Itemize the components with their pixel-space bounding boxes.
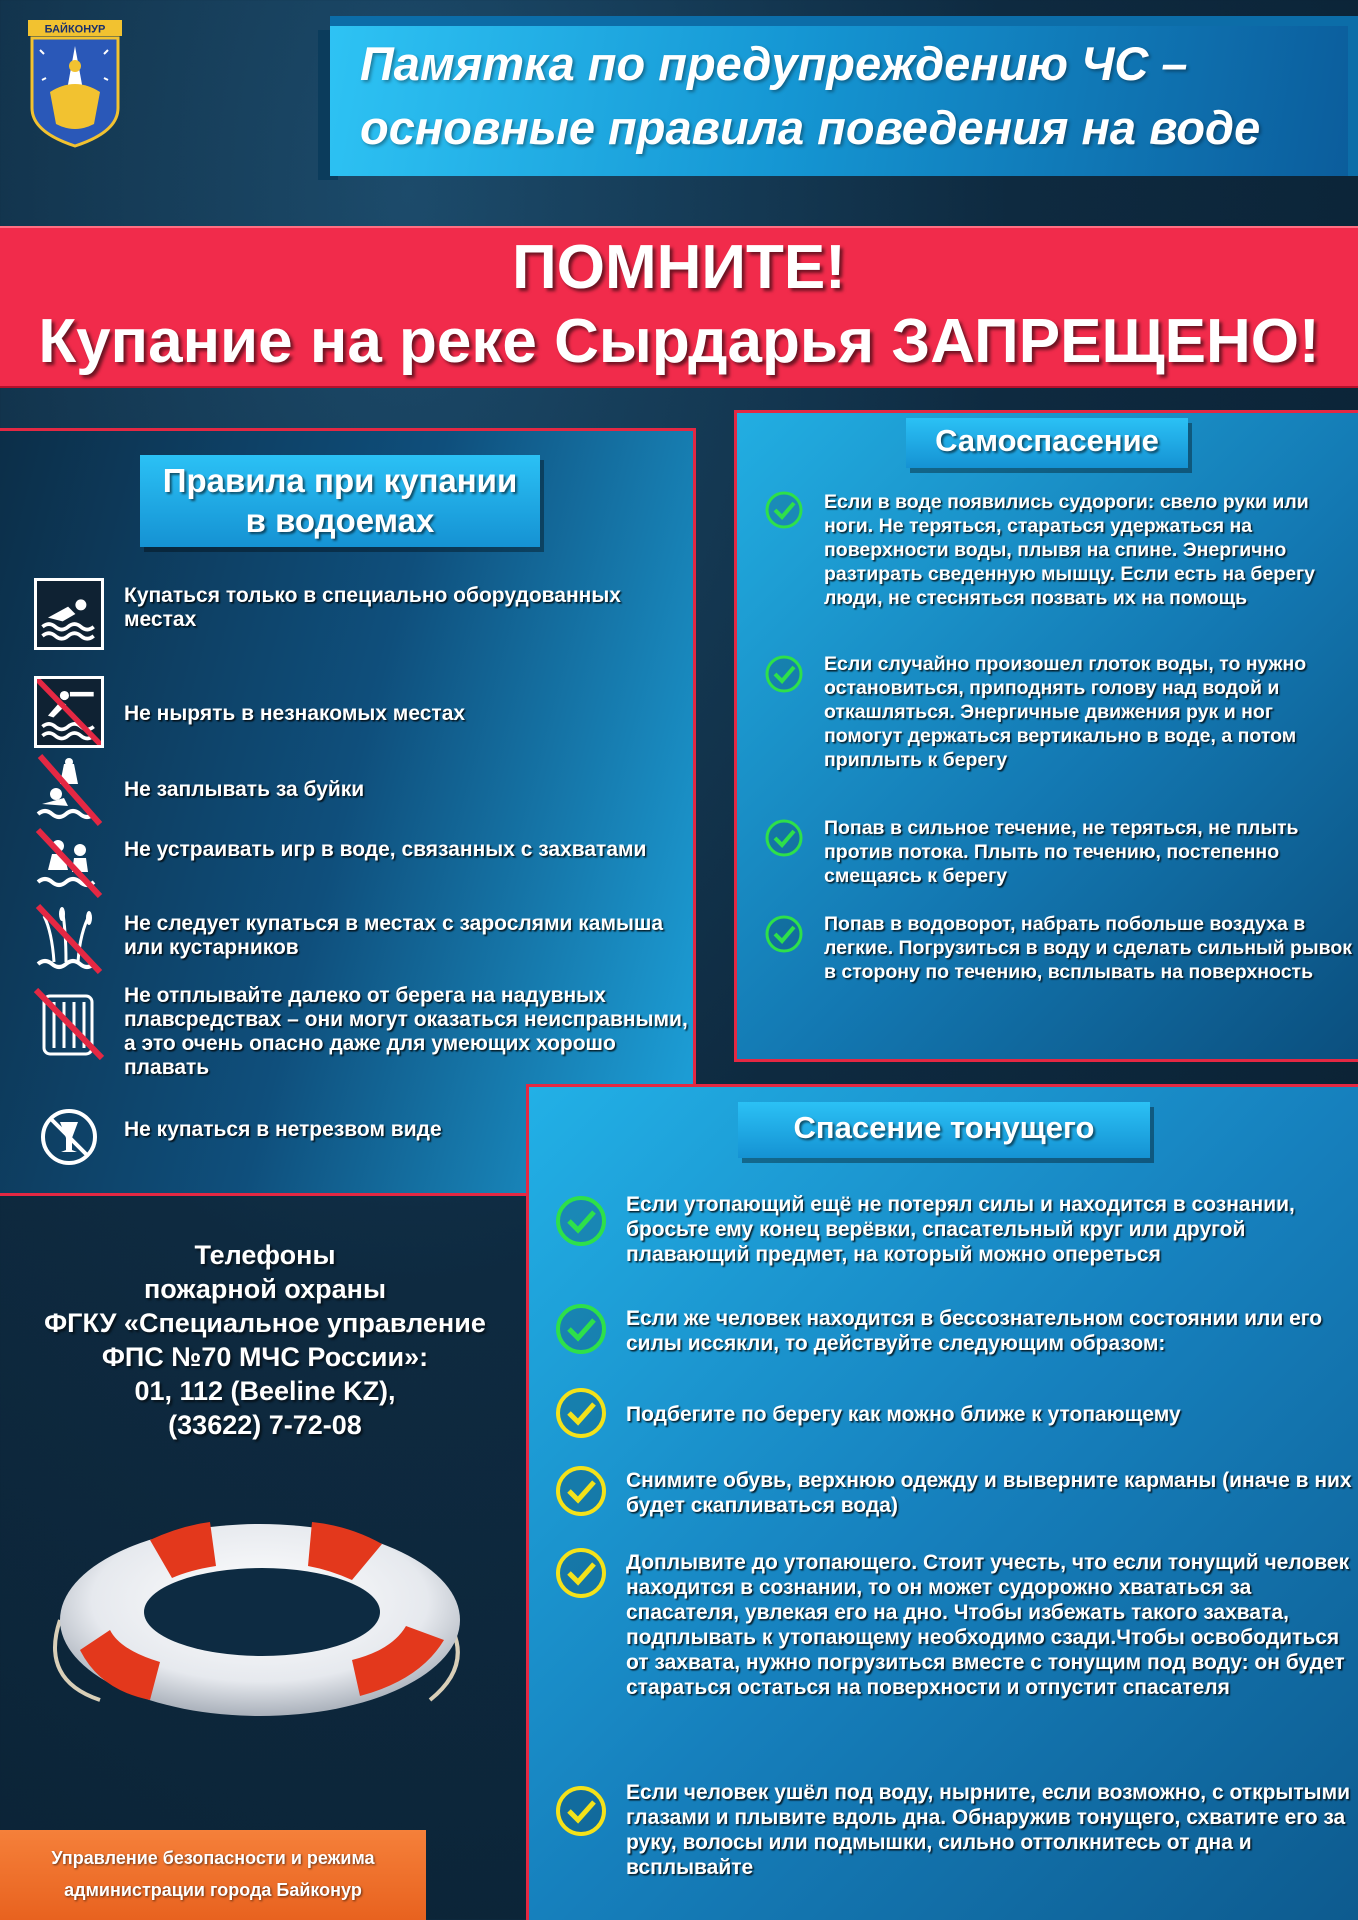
warning-message: Купание на реке Сырдарья ЗАПРЕЩЕНО!: [38, 307, 1320, 376]
phones-line-5: 01, 112 (Beeline KZ),: [134, 1376, 396, 1406]
rule-text: Не купаться в нетрезвом виде: [124, 1118, 442, 1141]
no-diving-icon: [34, 676, 104, 748]
phones-line-4: ФПС №70 МЧС России»:: [101, 1342, 429, 1372]
warning-headline: ПОМНИТЕ!: [512, 233, 846, 302]
rescue-title: Спасение тонущего: [738, 1102, 1150, 1158]
no-inflatable-icon: [34, 988, 104, 1060]
phones-line-6: (33622) 7-72-08: [168, 1410, 362, 1440]
baikonur-emblem: [28, 20, 122, 148]
check-icon: [764, 818, 804, 858]
rule-text: Не следует купаться в местах с зарослями камыша или кустарников: [124, 912, 664, 959]
rules-title-line-1: Правила при купании: [162, 462, 518, 499]
self-rescue-title: Самоспасение: [906, 418, 1188, 468]
rescue-text: Если утопающий ещё не потерял силы и находится в сознании, бросьте ему конец верёвки, спасательный круг или другой плавающий предмет, на который можно опереться: [626, 1193, 1295, 1266]
no-reeds-icon: [34, 902, 104, 974]
self-rescue-text: Если в воде появились судороги: свело руки или ноги. Не теряться, стараться удержаться на поверхности воды, плывя на спине. Энергично разтирать сведенную мышцу. Если есть на берегу люди, не стесняться позвать их на помощь: [824, 491, 1316, 609]
no-alcohol-icon: [38, 1106, 100, 1168]
self-rescue-text: Попав в сильное течение, не теряться, не плыть против потока. Плыть по течению, постепенно смещаясь к берегу: [824, 817, 1299, 887]
page-title: [360, 32, 1340, 160]
swimmer-icon: [34, 578, 104, 650]
self-rescue-text: Если случайно произошел глоток воды, то нужно остановиться, приподнять голову над водой и откашляться. Энергичные движения рук и ног помогут держаться вертикально в воде, а потом приплыть к берегу: [824, 653, 1307, 771]
rule-text: Не отплывайте далеко от берега на надувных плавсредствах – они могут оказаться неисправными, а это очень опасно даже для умеющих хорошо плавать: [124, 984, 688, 1079]
rescue-text: Подбегите по берегу как можно ближе к утопающему: [626, 1403, 1181, 1426]
title-line-1: Памятка по предупреждению ЧС –: [360, 37, 1188, 90]
no-rough-play-icon: [34, 826, 104, 898]
rescue-text: Доплывите до утопающего. Стоит учесть, что если тонущий человек находится в сознании, то он может судорожно хвататься за спасателя, увлекая его на дно. Чтобы избежать такого захвата, подплывать к утопающему необходимо сзади.Чтобы освободиться от захвата, нужно погрузиться вместе с тонущим под воду: он будет стараться остаться на поверхности и отпустит спасателя: [626, 1551, 1350, 1699]
emblem-caption: БАЙКОНУР: [44, 23, 106, 36]
phones-line-1: Телефоны: [194, 1240, 336, 1270]
self-rescue-text: Попав в водоворот, набрать побольше воздуха в легкие. Погрузиться в воду и сделать сильный рывок в сторону по течению, всплывать на поверхность: [824, 913, 1353, 983]
rule-text: Купаться только в специально оборудованных местах: [124, 584, 621, 631]
footer-line-1: Управление безопасности и режима: [51, 1848, 375, 1868]
check-icon: [764, 654, 804, 694]
rule-text: Не заплывать за буйки: [124, 778, 365, 801]
no-buoy-swimming-icon: [34, 754, 104, 826]
check-icon: [554, 1784, 608, 1838]
phones-line-2: пожарной охраны: [143, 1274, 387, 1304]
check-icon: [764, 914, 804, 954]
check-icon: [554, 1546, 608, 1600]
check-icon: [554, 1302, 608, 1356]
fire-service-phones: [10, 1238, 520, 1442]
footer-line-2: администрации города Байконур: [64, 1880, 362, 1900]
lifebuoy-icon: [40, 1500, 480, 1730]
rescue-text: Снимите обувь, верхнюю одежду и выверните карманы (иначе в них будет скапливаться вода): [626, 1469, 1352, 1517]
check-icon: [764, 490, 804, 530]
check-icon: [554, 1194, 608, 1248]
phones-line-3: ФГКУ «Специальное управление: [44, 1308, 486, 1338]
check-icon: [554, 1386, 608, 1440]
rules-title-line-2: в водоемах: [245, 502, 435, 539]
rule-text: Не нырять в незнакомых местах: [124, 702, 466, 725]
rules-title: [140, 455, 540, 547]
check-icon: [554, 1464, 608, 1518]
title-line-2: основные правила поведения на воде: [360, 101, 1261, 154]
rule-text: Не устраивать игр в воде, связанных с захватами: [124, 838, 647, 861]
rescue-text: Если же человек находится в бессознательном состоянии или его силы иссякли, то действуйте следующим образом:: [626, 1307, 1323, 1355]
rescue-text: Если человек ушёл под воду, нырните, если возможно, с открытыми глазами и плывите вдоль дна. Обнаружив тонущего, схватите его за руку, волосы или подмышки, сильно оттолкнитесь от дна и всплывайте: [626, 1781, 1351, 1879]
footer-text: [0, 1842, 426, 1906]
